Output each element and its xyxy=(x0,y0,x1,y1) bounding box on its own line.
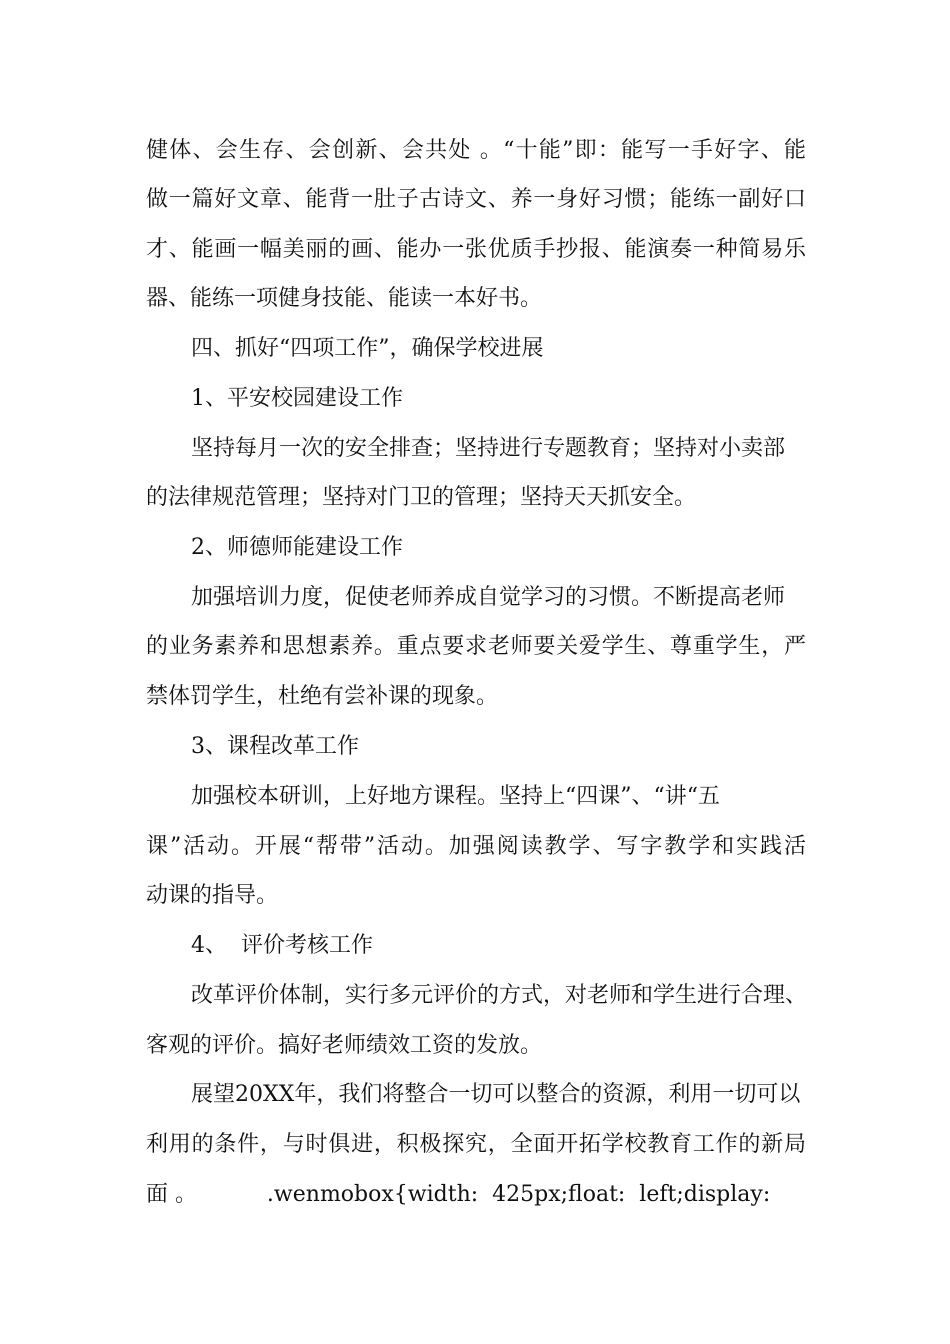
text-line: 面 。 .wenmobox{width: 425px;float: left;display: xyxy=(146,1182,771,1207)
text-line: 的法律规范管理；坚持对门卫的管理；坚持天天抓安全。 xyxy=(146,485,697,510)
text-line: 客观的评价。搞好老师绩效工资的发放。 xyxy=(146,1033,543,1058)
text-line: 改革评价体制，实行多元评价的方式，对老师和学生进行合理、 xyxy=(191,983,808,1008)
text-line: 加强校本研训，上好地方课程。坚持上“四课”、“讲“五 xyxy=(191,784,720,809)
text-line: 坚持每月一次的安全排查；坚持进行专题教育；坚持对小卖部 xyxy=(191,436,786,461)
text-line: 展望20XX年，我们将整合一切可以整合的资源，利用一切可以 xyxy=(191,1082,801,1107)
text-line: 才、能画一幅美丽的画、能办一张优质手抄报、能演奏一种简易乐 xyxy=(146,237,806,262)
text-line: 禁体罚学生，杜绝有尝补课的现象。 xyxy=(146,684,499,709)
text-line: 做一篇好文章、能背一肚子古诗文、养一身好习惯；能练一副好口 xyxy=(146,187,806,212)
text-line: 动课的指导。 xyxy=(146,883,279,908)
text-line: 器、能练一项健身技能、能读一本好书。 xyxy=(146,286,543,311)
text-line: 课”活动。开展“帮带”活动。加强阅读教学、写字教学和实践活 xyxy=(146,834,806,859)
subsection-heading: 2、师德师能建设工作 xyxy=(191,535,403,560)
text-line: 健体、会生存、会创新、会共处 。“十能”即：能写一手好字、能 xyxy=(146,138,806,163)
subsection-heading: 1、平安校园建设工作 xyxy=(191,386,403,411)
subsection-heading: 3、课程改革工作 xyxy=(191,734,359,759)
text-line: 利用的条件，与时俱进，积极探究，全面开拓学校教育工作的新局 xyxy=(146,1132,806,1157)
subsection-heading: 4、 评价考核工作 xyxy=(191,933,373,958)
section-heading: 四、抓好“四项工作”，确保学校进展 xyxy=(191,336,544,361)
text-line: 的业务素养和思想素养。重点要求老师要关爱学生、尊重学生，严 xyxy=(146,634,806,659)
text-line: 加强培训力度，促使老师养成自觉学习的习惯。不断提高老师 xyxy=(191,585,786,610)
